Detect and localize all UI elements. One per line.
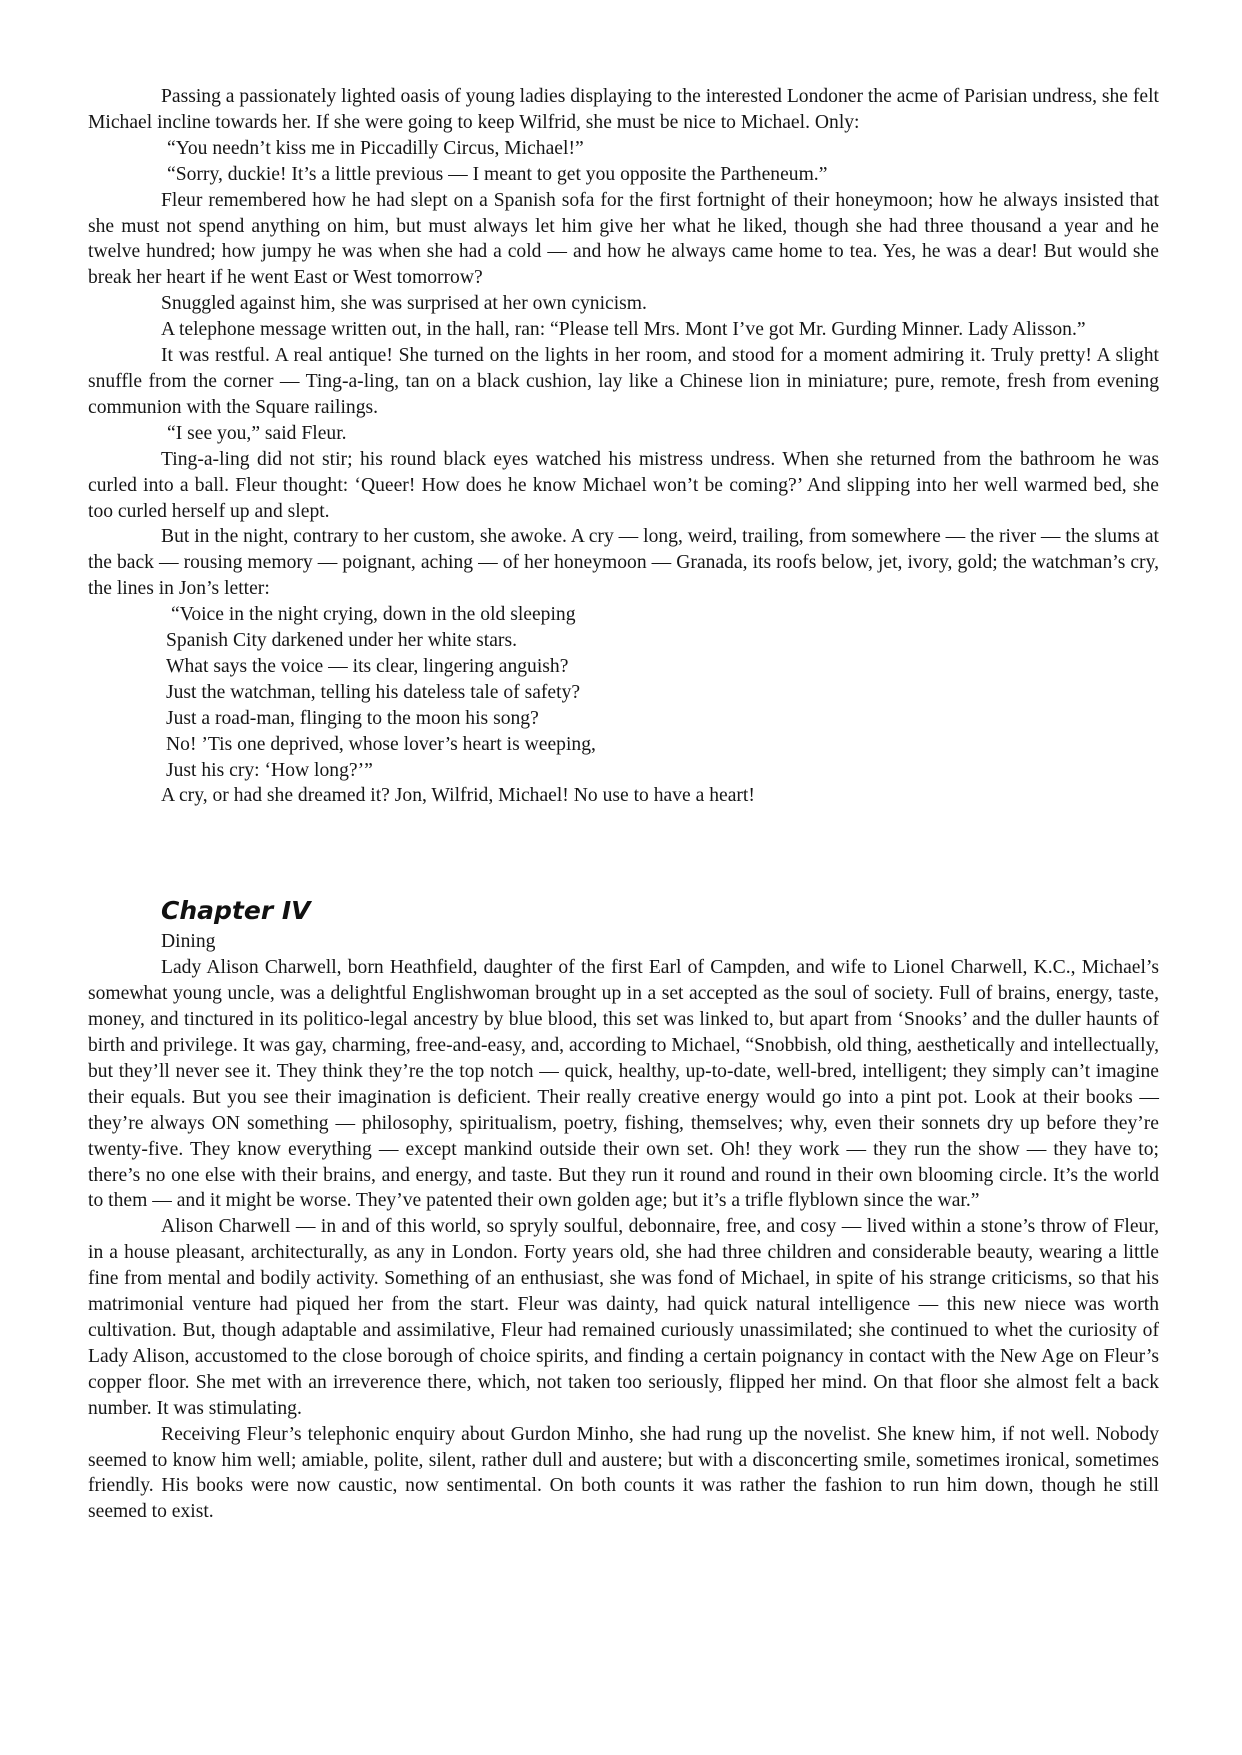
paragraph: A telephone message written out, in the hall, ran: “Please tell Mrs. Mont I’ve got Mr. Gurding Minner. Lady Alisson.” (161, 319, 1086, 341)
closing-line: A cry, or had she dreamed it? Jon, Wilfrid, Michael! No use to have a heart! (161, 785, 755, 807)
verse-line: Spanish City darkened under her white stars. (166, 630, 517, 652)
verse-line: No! ’Tis one deprived, whose lover’s heart is weeping, (166, 733, 596, 755)
paragraph: But in the night, contrary to her custom, she awoke. A cry — long, weird, trailing, from somewhere — the river — the slums at the back — rousing memory — poignant, aching — of her honeymoon — Granada, its roofs below, jet, ivory, gold; the watchman’s cry, the lines in Jon’s letter: (88, 526, 1159, 600)
book-page (88, 84, 1159, 1525)
paragraph: Passing a passionately lighted oasis of young ladies displaying to the interested Londoner the acme of Parisian undress, she felt Michael incline towards her. If she were going to keep Wilfrid, she must be nice to Michael. Only: (88, 86, 1159, 133)
paragraph: Snuggled against him, she was surprised at her own cynicism. (161, 293, 647, 315)
paragraph: It was restful. A real antique! She turned on the lights in her room, and stood for a moment admiring it. Truly pretty! A slight snuffle from the corner — Ting-a-ling, tan on a black cushion, lay like a Chinese lion in miniature; pure, remote, fresh from evening communion with the Square railings. (88, 345, 1159, 418)
dialogue-line: “You needn’t kiss me in Piccadilly Circus, Michael!” (167, 137, 584, 159)
chapter-subtitle: Dining (161, 931, 216, 953)
paragraph: Alison Charwell — in and of this world, so spryly soulful, debonnaire, free, and cosy — lived within a stone’s throw of Fleur, in a house pleasant, architecturally, as any in London. Forty years old, she had three children and considerable beauty, wearing a little fine from mental and bodily activity. Something of an enthusiast, she was fond of Michael, in spite of his strange criticisms, so that his matrimonial venture had piqued her from the start. Fleur was dainty, had quick natural intelligence — this new niece was worth cultivation. But, though adaptable and assimilative, Fleur had remained curiously unassimilated; she continued to whet the curiosity of Lady Alison, accustomed to the close borough of choice spirits, and finding a certain poignancy in contact with the New Age on Fleur’s copper floor. She met with an irreverence there, which, not taken too seriously, flipped her mind. On that floor she almost felt a back number. It was stimulating. (88, 1216, 1159, 1419)
verse-line: Just his cry: ‘How long?’” (166, 759, 373, 781)
verse-line: Just a road-man, flinging to the moon his song? (166, 707, 539, 729)
chapter-heading: Chapter IV (161, 896, 311, 926)
verse-line: What says the voice — its clear, lingering anguish? (166, 655, 569, 677)
paragraph: Fleur remembered how he had slept on a Spanish sofa for the first fortnight of their honeymoon; how he always insisted that she must not spend anything on him, but must always let him give her what he liked, though she had three thousand a year and he twelve hundred; how jumpy he was when she had a cold — and how he always came home to tea. Yes, he was a dear! But would she break her heart if he went East or West tomorrow? (88, 189, 1159, 289)
verse-block (88, 602, 1159, 783)
dialogue-line: “I see you,” said Fleur. (167, 422, 347, 444)
dialogue-line: “Sorry, duckie! It’s a little previous — I meant to get you opposite the Partheneum.” (167, 163, 828, 185)
paragraph: Ting-a-ling did not stir; his round black eyes watched his mistress undress. When she returned from the bathroom he was curled into a ball. Fleur thought: ‘Queer! How does he know Michael won’t be coming?’ And slipping into her well warmed bed, she too curled herself up and slept. (88, 448, 1159, 522)
verse-line: Just the watchman, telling his dateless tale of safety? (166, 681, 581, 703)
verse-line: “Voice in the night crying, down in the old sleeping (171, 604, 576, 626)
paragraph: Receiving Fleur’s telephonic enquiry about Gurdon Minho, she had rung up the novelist. She knew him, if not well. Nobody seemed to know him well; amiable, polite, silent, rather dull and austere; but with a disconcerting smile, sometimes ironical, sometimes friendly. His books were now caustic, now sentimental. On both counts it was rather the fashion to run him down, though he still seemed to exist. (88, 1423, 1159, 1523)
paragraph: Lady Alison Charwell, born Heathfield, daughter of the first Earl of Campden, and wife to Lionel Charwell, K.C., Michael’s somewhat young uncle, was a delightful Englishwoman brought up in a set accepted as the soul of society. Full of brains, energy, taste, money, and tinctured in its politico-legal ancestry by blue blood, this set was linked to, but apart from ‘Snooks’ and the duller haunts of birth and privilege. It was gay, charming, free-and-easy, and, according to Michael, “Snobbish, old thing, aesthetically and intellectually, but they’ll never see it. They think they’re the top notch — quick, healthy, up-to-date, well-bred, intelligent; they simply can’t imagine their equals. But you see their imagination is deficient. Their really creative energy would go into a pint pot. Look at their books — they’re always ON something — philosophy, spiritualism, poetry, fishing, themselves; why, even their sonnets dry up before they’re twenty-five. They know everything — except mankind outside their own set. Oh! they work — they run the show — they have to; there’s no one else with their brains, and energy, and taste. But they run it round and round in their own blooming circle. It’s the world to them — and it might be worse. They’ve patented their own golden age; but it’s a trifle flyblown since the war.” (88, 957, 1159, 1212)
